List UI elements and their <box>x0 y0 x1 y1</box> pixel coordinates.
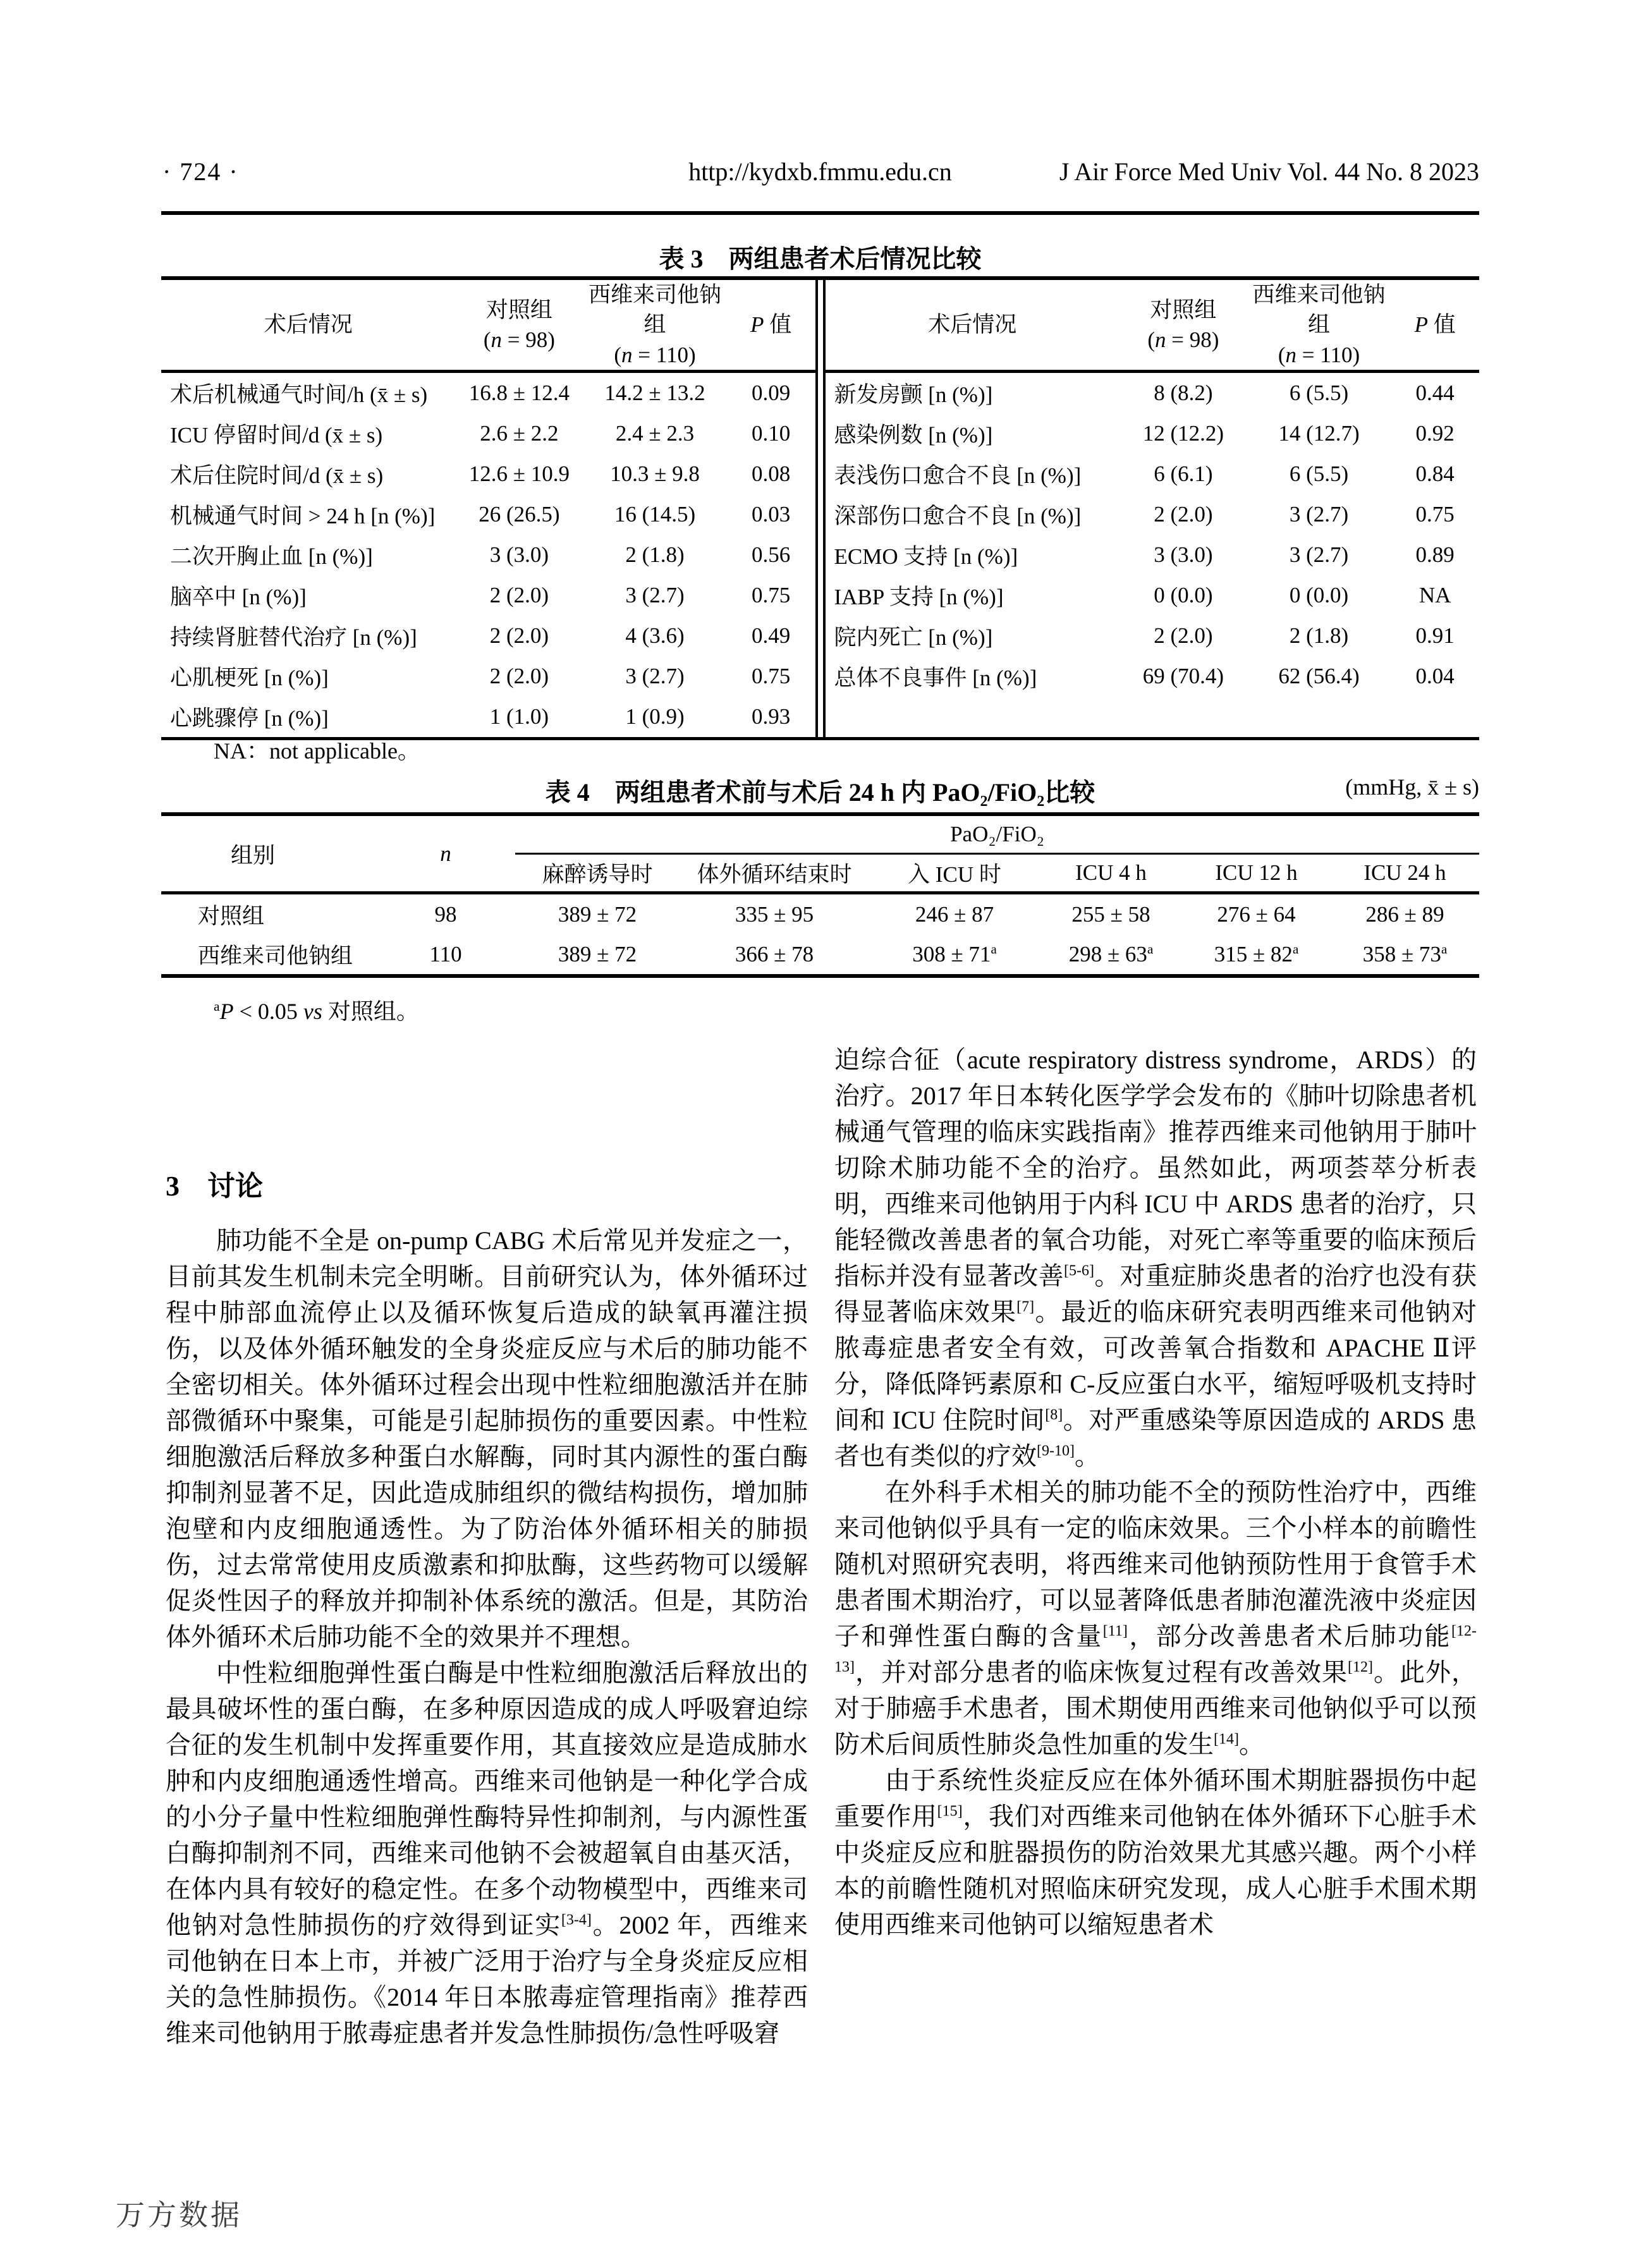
p-value: 0.56 <box>752 542 791 567</box>
value: 389 ± 72 <box>558 941 637 966</box>
group-label: 西维来司他钠组 <box>198 943 353 968</box>
sivelestat-value: 2 (1.8) <box>1289 623 1349 648</box>
col-header-sivelestat: 西维来司他钠组 (n = 110) <box>583 280 727 371</box>
p-value: 0.75 <box>752 582 791 607</box>
section-heading-discussion: 3 讨论 <box>166 1171 263 1202</box>
table4-caption-row <box>161 772 1479 807</box>
row-label: ECMO 支持 [n (%)] <box>834 544 1018 569</box>
table-row <box>826 494 1480 535</box>
control-value: 12.6 ± 10.9 <box>468 461 570 486</box>
value: 246 ± 87 <box>915 901 994 927</box>
sivelestat-value: 14 (12.7) <box>1278 420 1360 446</box>
row-label: 心肌梗死 [n (%)] <box>170 665 329 690</box>
paragraph: 在外科手术相关的肺功能不全的预防性治疗中，西维来司他钠似乎具有一定的临床效果。三个小样本的前瞻性随机对照研究表明，将西维来司他钠预防性用于食管手术患者围术期治疗，可以显著降低患者肺泡灌洗液中炎症因子和弹性蛋白酶的含量[11]，部分改善患者术后肺功能[12-13]，并对部分患者的临床恢复过程有改善效果[12]。此外，对于肺癌手术患者，围术期使用西维来司他钠似乎可以预防术后间质性肺炎急性加重的发生[14]。 <box>834 1478 1477 1759</box>
p-value: 0.91 <box>1415 623 1455 648</box>
col-header-icu-24h: ICU 24 h <box>1331 854 1479 893</box>
value: $358 \pm 73^a$ <box>1362 941 1448 966</box>
table3-title: 表 3 两组患者术后情况比较 <box>659 245 982 273</box>
sivelestat-value: 10.3 ± 9.8 <box>610 461 700 486</box>
sivelestat-value: 16 (14.5) <box>614 501 696 527</box>
table3-left-half <box>161 280 815 737</box>
row-label: 新发房颤 [n (%)] <box>834 382 993 407</box>
p-value: 0.89 <box>1415 542 1455 567</box>
p-value: 0.84 <box>1415 461 1455 486</box>
row-label: 总体不良事件 [n (%)] <box>834 665 1037 690</box>
table-row <box>161 697 815 737</box>
row-label: 心跳骤停 [n (%)] <box>170 705 329 731</box>
row-label: 机械通气时间 > 24 h [n (%)] <box>170 503 436 528</box>
p-value: 0.49 <box>752 623 791 648</box>
table4-title: 表 4 两组患者术前与术后 24 h 内 PaO₂/FiO₂比较 <box>545 778 1095 807</box>
control-value: 6 (6.1) <box>1154 461 1213 486</box>
sivelestat-value: 2.4 ± 2.3 <box>615 420 695 446</box>
col-header-n: n <box>376 814 515 893</box>
sivelestat-value: 62 (56.4) <box>1278 663 1360 688</box>
journal-info: J Air Force Med Univ Vol. 44 No. 8 2023 <box>1059 157 1479 186</box>
col-header-icu-12h: ICU 12 h <box>1182 854 1331 893</box>
control-value: 2 (2.0) <box>489 582 549 607</box>
control-value: 26 (26.5) <box>479 501 560 527</box>
col-header-p: P 值 <box>727 280 815 371</box>
sivelestat-value: 14.2 ± 13.2 <box>604 380 705 405</box>
table-row <box>826 575 1480 616</box>
table-row <box>161 893 1479 935</box>
p-value: 0.44 <box>1415 380 1455 405</box>
sivelestat-value: 6 (5.5) <box>1289 380 1349 405</box>
paragraph: 迫综合征（acute respiratory distress syndrome，ARDS）的治疗。2017 年日本转化医学学会发布的《肺叶切除患者机械通气管理的临床实践指南》推荐西维来司他钠用于肺叶切除术肺功能不全的治疗。虽然如此，两项荟萃分析表明，西维来司他钠用于内科 ICU 中 ARDS 患者的治疗，只能轻微改善患者的氧合功能，对死亡率等重要的临床预后指标并没有显著改善[5-6]。对重症肺炎患者的治疗也没有获得显著临床效果[7]。最近的临床研究表明西维来司他钠对脓毒症患者安全有效，可改善氧合指数和 APACHE Ⅱ评分，降低降钙素原和 C-反应蛋白水平，缩短呼吸机支持时间和 ICU 住院时间[8]。对严重感染等原因造成的 ARDS 患者也有类似的疗效[9-10]。 <box>834 1046 1477 1470</box>
p-value: 0.04 <box>1415 663 1455 688</box>
row-label: 院内死亡 [n (%)] <box>834 625 993 650</box>
control-value: 3 (3.0) <box>1154 542 1213 567</box>
paragraph: 肺功能不全是 on-pump CABG 术后常见并发症之一，目前其发生机制未完全明晰。目前研究认为，体外循环过程中肺部血流停止以及循环恢复后造成的缺氧再灌注损伤，以及体外循环触发的全身炎症反应与术后的肺功能不全密切相关。体外循环过程会出现中性粒细胞激活并在肺部微循环中聚集，可能是引起肺损伤的重要因素。中性粒细胞激活后释放多种蛋白水解酶，同时其内源性的蛋白酶抑制剂显著不足，因此造成肺组织的微结构损伤，增加肺泡壁和内皮细胞通透性。为了防治体外循环相关的肺损伤，过去常常使用皮质激素和抑肽酶，这些药物可以缓解促炎性因子的释放并抑制补体系统的激活。但是，其防治体外循环术后肺功能不全的效果并不理想。 <box>166 1226 808 1651</box>
sivelestat-value: 3 (2.7) <box>1289 501 1349 527</box>
control-value: 12 (12.2) <box>1142 420 1224 446</box>
control-value: 69 (70.4) <box>1142 663 1224 688</box>
n-value: 110 <box>429 941 462 966</box>
control-value: 2.6 ± 2.2 <box>480 420 559 446</box>
header-rule <box>161 211 1479 215</box>
col-header-group: 组别 <box>161 814 376 893</box>
col-header-sivelestat: 西维来司他钠组 (n = 110) <box>1247 280 1391 371</box>
col-header-item: 术后情况 <box>826 280 1120 371</box>
p-value: 0.92 <box>1415 420 1455 446</box>
table-row <box>826 454 1480 494</box>
paragraph: 中性粒细胞弹性蛋白酶是中性粒细胞激活后释放出的最具破坏性的蛋白酶，在多种原因造成的成人呼吸窘迫综合征的发生机制中发挥重要作用，其直接效应是造成肺水肿和内皮细胞通透性增高。西维来司他钠是一种化学合成的小分子量中性粒细胞弹性酶特异性抑制剂，与内源性蛋白酶抑制剂不同，西维来司他钠不会被超氧自由基灭活，在体内具有较好的稳定性。在多个动物模型中，西维来司他钠对急性肺损伤的疗效得到证实[3-4]。2002 年，西维来司他钠在日本上市，并被广泛用于治疗与全身炎症反应相关的急性肺损伤。《2014 年日本脓毒症管理指南》推荐西维来司他钠用于脓毒症患者并发急性肺损伤/急性呼吸窘 <box>166 1659 808 2047</box>
col-header-icu-entry: 入 ICU 时 <box>869 854 1040 893</box>
table-row <box>161 934 1479 976</box>
col-header-control: 对照组 (n = 98) <box>1119 280 1247 371</box>
value: 255 ± 58 <box>1071 901 1150 927</box>
p-value: NA <box>1418 582 1451 607</box>
table3-right-half <box>826 280 1480 737</box>
table4-footnote: $^a$P < 0.05 vs 对照组。 <box>214 999 419 1024</box>
control-value: 2 (2.0) <box>1154 501 1213 527</box>
control-value: 16.8 ± 12.4 <box>468 380 570 405</box>
row-label: 深部伤口愈合不良 [n (%)] <box>834 503 1082 528</box>
control-value: 2 (2.0) <box>1154 623 1213 648</box>
journal-url: http://kydxb.fmmu.edu.cn <box>688 157 952 186</box>
row-label: 二次开胸止血 [n (%)] <box>170 544 373 569</box>
discussion-left-column <box>166 1222 808 2051</box>
table-row <box>161 656 815 697</box>
value: $298 \pm 63^a$ <box>1068 941 1154 966</box>
table-row <box>161 575 815 616</box>
sivelestat-value: 6 (5.5) <box>1289 461 1349 486</box>
discussion-right-column <box>834 1042 1477 1942</box>
col-header-item: 术后情况 <box>161 280 456 371</box>
sivelestat-value: 3 (2.7) <box>625 582 685 607</box>
table4-spanner-row <box>161 814 1479 854</box>
table-row <box>161 616 815 656</box>
p-value: 0.75 <box>1415 501 1455 527</box>
row-label: ICU 停留时间/d (x̄ ± s) <box>170 422 383 448</box>
n-value: 98 <box>434 901 457 927</box>
p-value: 0.09 <box>752 380 791 405</box>
row-label: 持续肾脏替代治疗 [n (%)] <box>170 625 417 650</box>
row-label: IABP 支持 [n (%)] <box>834 584 1004 609</box>
col-header-induction: 麻醉诱导时 <box>515 854 680 893</box>
sivelestat-value: 0 (0.0) <box>1289 582 1349 607</box>
sivelestat-value: 4 (3.6) <box>625 623 685 648</box>
col-header-control: 对照组 (n = 98) <box>456 280 583 371</box>
table3 <box>161 276 1479 740</box>
table-row <box>826 616 1480 656</box>
table-row <box>161 535 815 575</box>
table4 <box>161 812 1479 978</box>
table3-column-divider <box>815 280 826 737</box>
row-label: 表浅伤口愈合不良 [n (%)] <box>834 463 1082 488</box>
control-value: 3 (3.0) <box>489 542 549 567</box>
p-value: 0.10 <box>752 420 791 446</box>
col-header-p: P 值 <box>1391 280 1479 371</box>
table3-right-header-row <box>826 280 1480 371</box>
control-value: 2 (2.0) <box>489 663 549 688</box>
table-row <box>161 413 815 454</box>
wanfang-watermark: 万方数据 <box>116 2198 242 2231</box>
table-row <box>826 535 1480 575</box>
table-row <box>161 494 815 535</box>
control-value: 2 (2.0) <box>489 623 549 648</box>
value: 335 ± 95 <box>735 901 814 927</box>
value: 276 ± 64 <box>1217 901 1296 927</box>
row-label: 脑卒中 [n (%)] <box>170 584 307 609</box>
sivelestat-value: 1 (0.9) <box>625 704 685 729</box>
value: 366 ± 78 <box>735 941 814 966</box>
value: 286 ± 89 <box>1365 901 1444 927</box>
page-number: · 724 · <box>162 157 239 186</box>
control-value: 8 (8.2) <box>1154 380 1213 405</box>
table-row <box>161 371 815 413</box>
table3-left-header-row <box>161 280 815 371</box>
p-value: 0.75 <box>752 663 791 688</box>
table-row <box>826 413 1480 454</box>
sivelestat-value: 3 (2.7) <box>1289 542 1349 567</box>
col-header-pao2fio2: PaO₂/FiO₂ <box>515 814 1479 854</box>
paragraph: 由于系统性炎症反应在体外循环围术期脏器损伤中起重要作用[15]，我们对西维来司他钠在体外循环下心脏手术中炎症反应和脏器损伤的防治效果尤其感兴趣。两个小样本的前瞻性随机对照临床研究发现，成人心脏手术围术期使用西维来司他钠可以缩短患者术 <box>834 1766 1477 1939</box>
running-head <box>161 157 1479 188</box>
p-value: 0.08 <box>752 461 791 486</box>
control-value: 1 (1.0) <box>489 704 549 729</box>
table3-footnote: NA：not applicable。 <box>214 738 420 764</box>
sivelestat-value: 3 (2.7) <box>625 663 685 688</box>
row-label: 术后住院时间/d (x̄ ± s) <box>170 463 384 488</box>
row-label: 术后机械通气时间/h (x̄ ± s) <box>170 382 428 407</box>
value: $315 \pm 82^a$ <box>1214 941 1299 966</box>
control-value: 0 (0.0) <box>1154 582 1213 607</box>
col-header-cpb-end: 体外循环结束时 <box>680 854 869 893</box>
p-value: 0.93 <box>752 704 791 729</box>
col-header-icu-4h: ICU 4 h <box>1040 854 1182 893</box>
value: 389 ± 72 <box>558 901 637 927</box>
group-label: 对照组 <box>198 903 265 929</box>
table-row <box>161 454 815 494</box>
p-value: 0.03 <box>752 501 791 527</box>
table-row <box>826 656 1480 697</box>
row-label: 感染例数 [n (%)] <box>834 422 993 448</box>
sivelestat-value: 2 (1.8) <box>625 542 685 567</box>
table-row <box>826 371 1480 413</box>
table4-unit-note: (mmHg, x̄ ± s) <box>1345 774 1479 800</box>
value: $308 \pm 71^a$ <box>912 941 997 966</box>
